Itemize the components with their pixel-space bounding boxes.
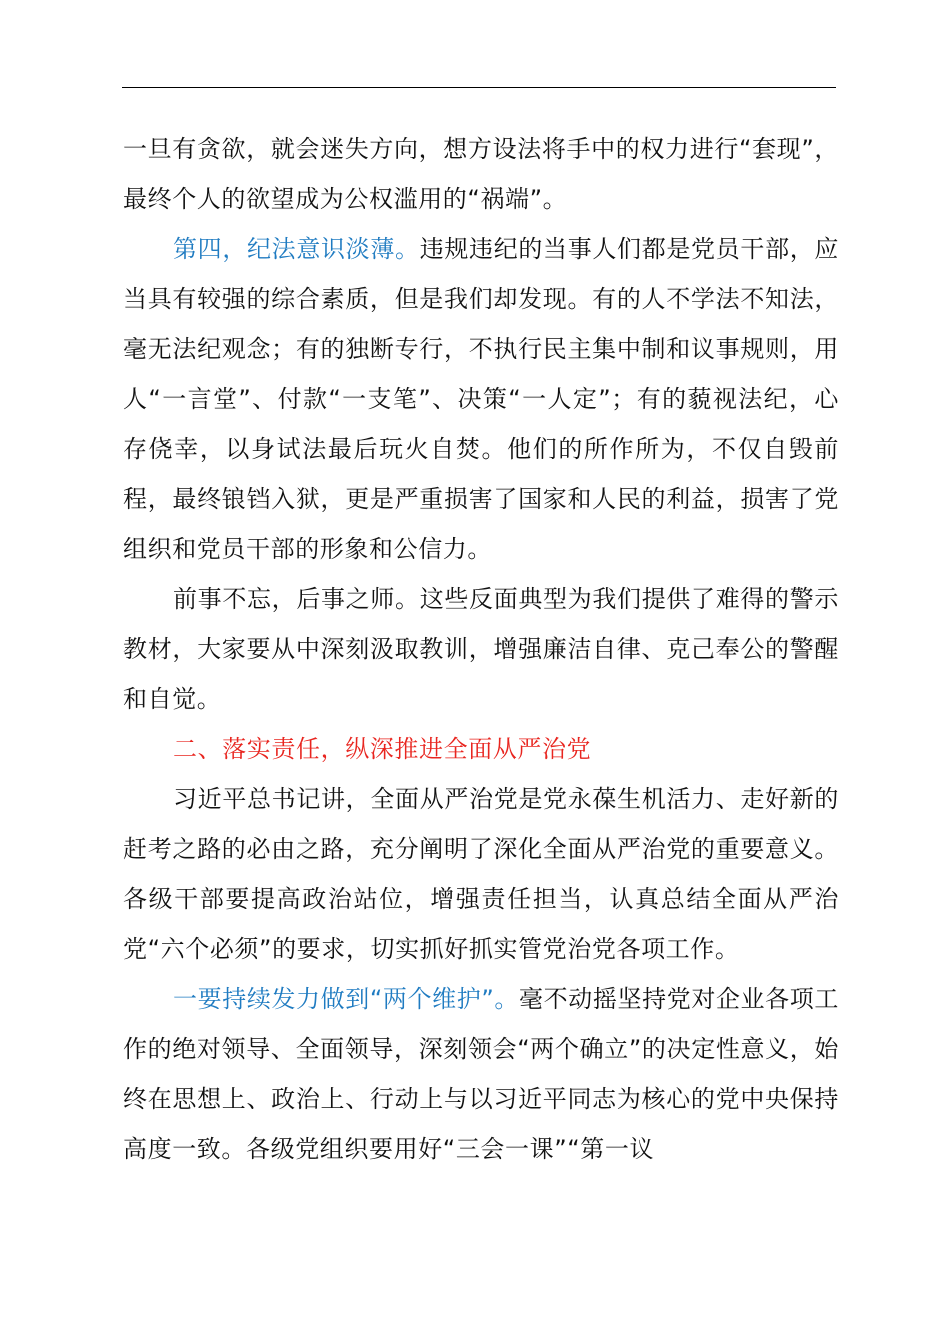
paragraph-text: 习近平总书记讲，全面从严治党是党永葆生机活力、走好新的赶考之路的必由之路，充分阐明了深化全面从严治党的重要意义。各级干部要提高政治站位，增强责任担当，认真总结全面从严治党“六个必须”的要求，切实抓好抓实管党治党各项工作。 (123, 785, 839, 963)
header-rule (122, 87, 836, 88)
paragraph-point-one (123, 974, 839, 1174)
paragraph-point-four (123, 224, 839, 574)
paragraph-intro (123, 774, 839, 974)
paragraph-text: 一旦有贪欲，就会迷失方向，想方设法将手中的权力进行“套现”，最终个人的欲望成为公权滥用的“祸端”。 (123, 135, 839, 213)
paragraph-lesson (123, 574, 839, 724)
paragraph-text: 毫不动摇坚持党对企业各项工作的绝对领导、全面领导，深刻领会“两个确立”的决定性意义，始终在思想上、政治上、行动上与以习近平同志为核心的党中央保持高度一致。各级党组织要用好“三会一课”“第一议 (123, 985, 839, 1163)
paragraph-lead: 第四，纪法意识淡薄。 (173, 235, 420, 263)
section-heading (123, 724, 839, 774)
paragraph-text: 前事不忘，后事之师。这些反面典型为我们提供了难得的警示教材，大家要从中深刻汲取教训，增强廉洁自律、克己奉公的警醒和自觉。 (123, 585, 839, 713)
paragraph-text: 违规违纪的当事人们都是党员干部，应当具有较强的综合素质，但是我们却发现。有的人不学法不知法，毫无法纪观念；有的独断专行，不执行民主集中制和议事规则，用人“一言堂”、付款“一支笔”、决策“一人定”；有的藐视法纪，心存侥幸，以身试法最后玩火自焚。他们的所作所为，不仅自毁前程，最终锒铛入狱，更是严重损害了国家和人民的利益，损害了党组织和党员干部的形象和公信力。 (123, 235, 840, 563)
paragraph-lead: 一要持续发力做到“两个维护”。 (173, 985, 520, 1013)
section-heading-text: 二、落实责任，纵深推进全面从严治党 (173, 735, 592, 763)
document-body (123, 124, 839, 1174)
paragraph-continuation (123, 124, 839, 224)
